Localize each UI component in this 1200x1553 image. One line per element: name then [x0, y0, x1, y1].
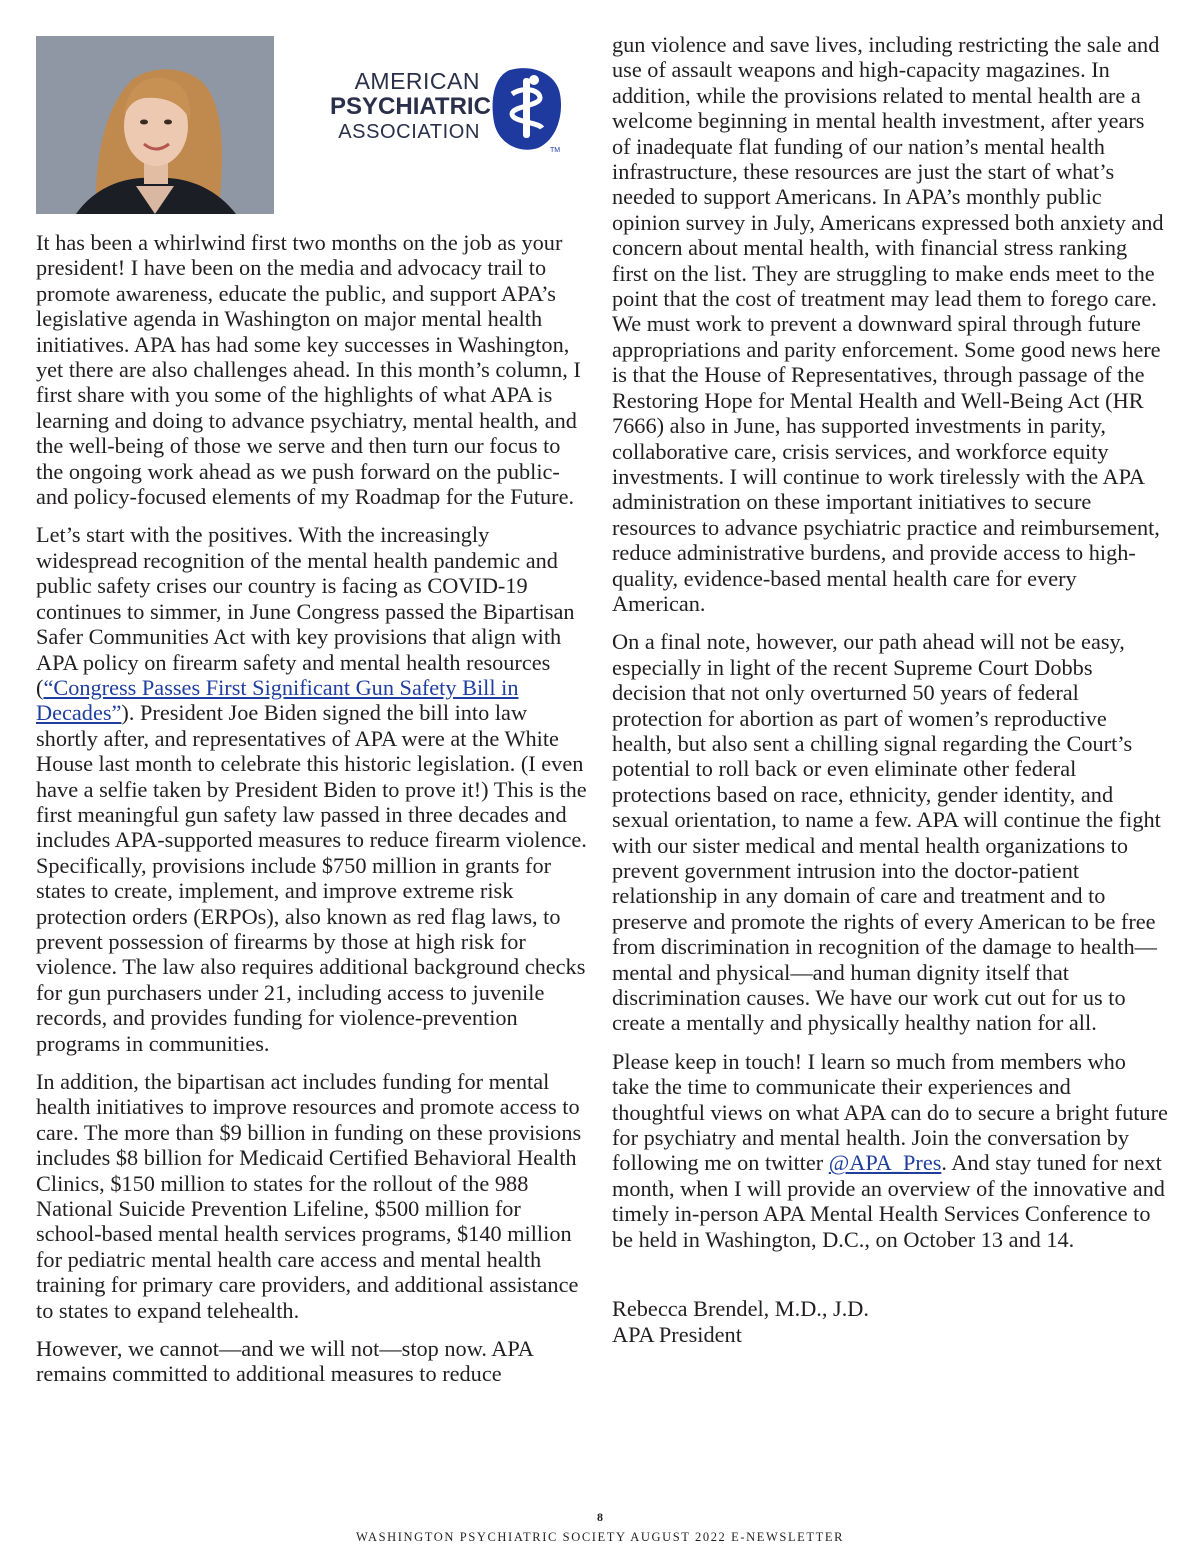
signature-name: Rebecca Brendel, M.D., J.D.	[612, 1296, 869, 1322]
paragraph-positives-text-a: Let’s start with the positives. With the increasingly widespread recognition of the mental health pandemic and public safety crises our country is facing as COVID-19 continues to simmer, in June Congress passed the Bipartisan Safer Communities Act with key provisions that align with APA policy on firearm safety and mental health resources (	[36, 522, 575, 700]
signature-title: APA President	[612, 1321, 742, 1347]
paragraph-keep-in-touch-text-a: Please keep in touch! I learn so much from members who take the time to communicate their experiences and thoughtful views on what APA can do to secure a bright future for psychiatry and mental health. Join the conversation by following me on twitter	[612, 1048, 1168, 1176]
logo-trademark: TM	[550, 147, 561, 154]
apa-logo	[330, 64, 565, 164]
paragraph-funding: In addition, the bipartisan act includes funding for mental health initiatives to improve resources and promote access to care. The more than $9 billion in funding on these provisions includes $8 billion for Medicaid Certified Behavioral Health Clinics, $150 million to states for the rollout of the 988 National Suicide Prevention Lifeline, $500 million for school-based mental health services programs, $140 million for pediatric mental health care access and mental health training for primary care providers, and additional assistance to states to expand telehealth.	[36, 1069, 582, 1323]
paragraph-positives-text-b: ). President Joe Biden signed the bill into law shortly after, and representatives of APA were at the White House last month to celebrate this historic legislation. (I even have a selfie taken by President Biden to prove it!) This is the first meaningful gun safety law passed in three decades and includes APA-supported measures to reduce firearm violence. Specifically, provisions include $750 million in grants for states to create, implement, and improve extreme risk protection orders (ERPOs), also known as red flag laws, to prevent possession of firearms by those at high risk for violence. The law also requires additional background checks for gun purchasers under 21, including access to juvenile records, and provides funding for violence-prevention programs in communities.	[36, 700, 587, 1056]
author-portrait-illustration	[36, 36, 274, 214]
signature-block	[612, 1296, 1168, 1347]
apa-caduceus-icon	[490, 64, 564, 154]
author-photo	[36, 36, 274, 214]
paragraph-keep-in-touch	[612, 1049, 1168, 1252]
article-right-column	[612, 32, 1168, 1347]
page-number: 8	[597, 1510, 603, 1524]
logo-line-association: ASSOCIATION	[338, 121, 480, 143]
paragraph-final-note: On a final note, however, our path ahead will not be easy, especially in light of the recent Supreme Court Dobbs decision that not only overturned 50 years of federal protection for abortion as part of women’s reproductive health, but also sent a chilling signal regarding the Court’s potential to roll back or even eliminate other federal protections based on race, ethnicity, gender identity, and sexual orientation, to name a few. APA will continue the fight with our sister medical and mental health organizations to prevent government intrusion into the doctor-patient relationship in any domain of care and treatment and to preserve and promote the rights of every American to be free from discrimination in recognition of the damage to health—mental and physical—and human dignity itself that discrimination causes. We have our work cut out for us to create a mentally and physically healthy nation for all.	[612, 629, 1161, 1036]
paragraph-keep-in-touch-text-b: . And stay tuned for next month, when I will provide an overview of the innovative and timely in-person APA Mental Health Services Conference to be held in Washington, D.C., on October 13 and 14.	[612, 1150, 1165, 1252]
logo-wordmark	[330, 68, 491, 144]
publication-footer: WASHINGTON PSYCHIATRIC SOCIETY AUGUST 2022 E-NEWSLETTER	[355, 1530, 845, 1544]
article-left-column	[36, 230, 592, 1400]
paragraph-positives	[36, 522, 592, 1056]
gun-safety-bill-link[interactable]: “Congress Passes First Significant Gun Safety Bill in Decades”	[36, 674, 519, 726]
paragraph-intro: It has been a whirlwind first two months on the job as your president! I have been on the media and advocacy trail to promote awareness, educate the public, and support APA’s legislative agenda in Washington on major mental health initiatives. APA has had some key successes in Washington, yet there are also challenges ahead. In this month’s column, I first share with you some of the highlights of what APA is learning and doing to advance psychiatry, mental health, and the well-being of those we serve and then turn our focus to the ongoing work ahead as we push forward on the public- and policy-focused elements of my Roadmap for the Future.	[36, 230, 581, 510]
logo-line-american: AMERICAN	[354, 68, 480, 94]
logo-line-psychiatric: PSYCHIATRIC	[330, 93, 491, 120]
twitter-handle-link[interactable]: @APA_Pres	[828, 1150, 942, 1176]
paragraph-however-continued: gun violence and save lives, including restricting the sale and use of assault weapons and high-capacity magazines. In addition, while the provisions related to mental health are a welcome beginning in mental health investment, after years of inadequate flat funding of our nation’s mental health infrastructure, these resources are just the start of what’s needed to support Americans. In APA’s monthly public opinion survey in July, Americans expressed both anxiety and concern about mental health, with financial stress ranking first on the list. They are struggling to make ends meet to the point that the cost of treatment may lead them to forego care. We must work to prevent a downward spiral through future appropriations and parity enforcement. Some good news here is that the House of Representatives, through passage of the Restoring Hope for Mental Health and Well-Being Act (HR 7666) also in June, has supported investments in parity, collaborative care, crisis services, and workforce equity investments. I will continue to work tirelessly with the APA administration on these important initiatives to secure resources to advance psychiatric practice and reimbursement, reduce administrative burdens, and provide access to high-quality, evidence-based mental health care for every American.	[612, 32, 1164, 616]
paragraph-however-start: However, we cannot—and we will not—stop now. APA remains committed to additional measures to reduce	[36, 1336, 533, 1387]
